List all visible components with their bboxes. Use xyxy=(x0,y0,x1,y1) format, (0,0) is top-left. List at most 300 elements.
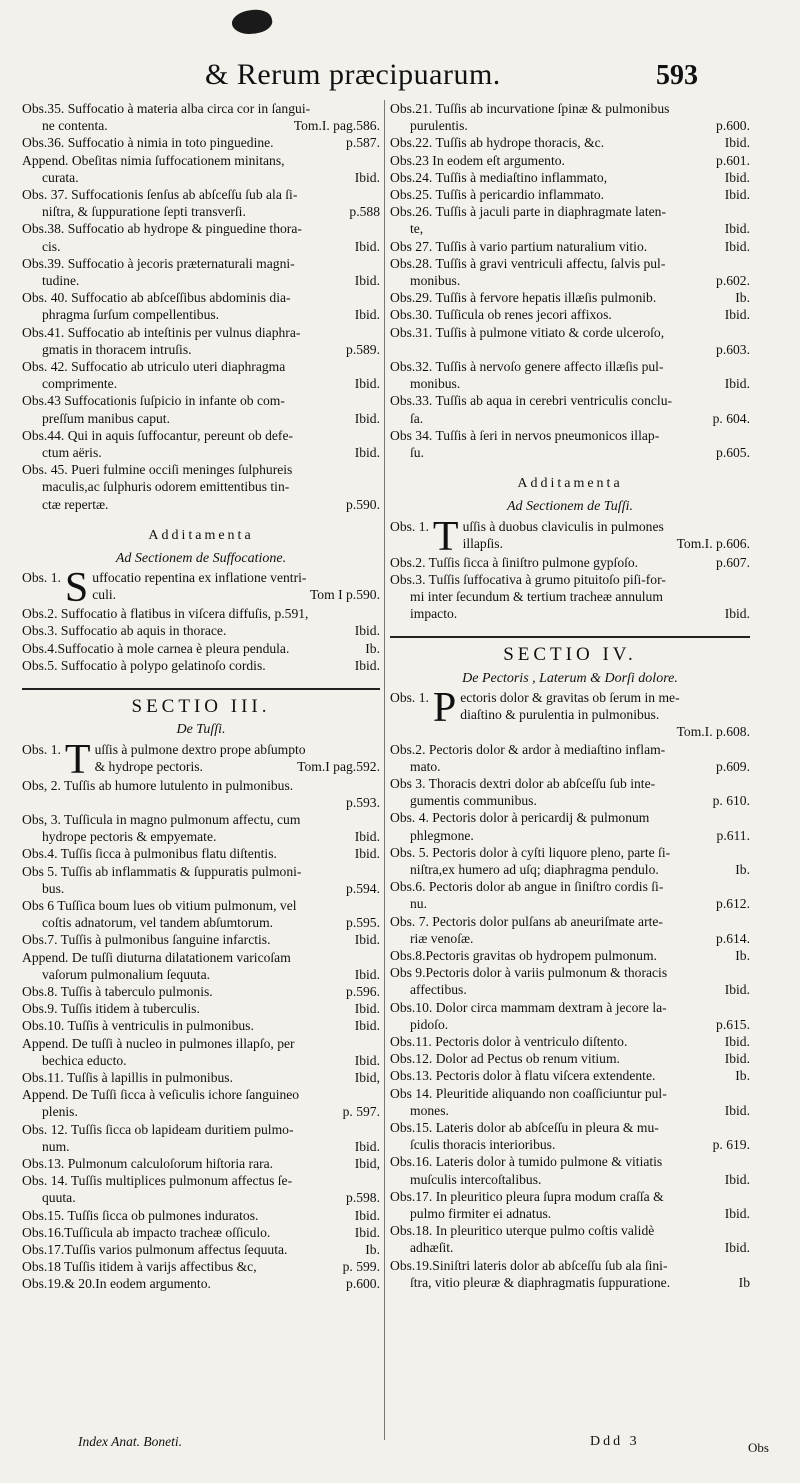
page-reference: p.598. xyxy=(346,1190,380,1206)
footer-signature-line: Index Anat. Boneti. xyxy=(78,1434,182,1449)
entry-text: Obs.2. Tuſſis ſicca à ſiniſtro pulmone gypſoſo. xyxy=(390,554,639,570)
entry-text: uſſis à pulmone dextro prope abſumpto xyxy=(94,741,306,757)
entry-line xyxy=(390,844,750,861)
page-reference: Ib. xyxy=(735,947,750,963)
section-rule xyxy=(22,688,380,690)
page-reference: Ibid. xyxy=(354,273,380,289)
entry-text: Obs.21. Tuſſis ab incurvatione ſpinæ & pulmonibus xyxy=(390,101,670,116)
index-entry xyxy=(22,605,380,622)
entry-text: purulentis. xyxy=(410,118,468,134)
entry-text: ctum aëris. xyxy=(42,445,102,461)
entry-text: Obs.16.Tuſſicula ab impacto tracheæ oſſiculo. xyxy=(22,1224,271,1240)
entry-text: nu. xyxy=(410,896,427,912)
entry-text: Obs.6. Pectoris dolor ab angue in ſiniſtro cordis ſi- xyxy=(390,879,664,895)
index-entry xyxy=(390,844,750,878)
entry-line xyxy=(390,392,750,409)
page-reference: Ibid. xyxy=(724,1205,750,1221)
entry-line xyxy=(390,861,750,878)
entry-line xyxy=(22,134,380,151)
entry-text: niſtra, & ſuppuratione ſepti transverſi. xyxy=(42,204,246,220)
page-reference: Ibid. xyxy=(354,1224,380,1240)
page-reference xyxy=(744,964,750,981)
entry-text: Obs.16. Lateris dolor à tumido pulmone & vitiatis xyxy=(390,1154,663,1170)
index-entry xyxy=(390,947,750,964)
drop-capital: T xyxy=(432,513,459,560)
entry-line xyxy=(390,152,750,169)
index-entry xyxy=(22,152,380,186)
page-reference xyxy=(374,186,380,203)
entry-line xyxy=(390,571,750,588)
index-entry xyxy=(390,203,750,237)
entry-line xyxy=(390,1274,750,1291)
entry-text: bechica educto. xyxy=(42,1052,127,1068)
index-entry xyxy=(22,1069,380,1086)
index-entry xyxy=(22,358,380,392)
page-reference xyxy=(374,100,380,117)
page-reference xyxy=(744,324,750,341)
entry-line xyxy=(22,777,380,794)
entry-line xyxy=(390,1171,750,1188)
entry-text: Obs.3. Suffocatio ab aquis in thorace. xyxy=(22,623,227,639)
index-entry xyxy=(22,949,380,983)
entry-text: ne contenta. xyxy=(42,118,108,134)
entry-line xyxy=(390,358,750,375)
page-reference: p.611. xyxy=(716,827,750,843)
index-entry-dropcap xyxy=(390,684,750,741)
entry-line xyxy=(390,605,750,622)
page-reference xyxy=(744,255,750,272)
entry-text: Obs 14. Pleuritide aliquando non coaſſiciuntur pul- xyxy=(390,1085,667,1101)
entry-line xyxy=(92,586,380,603)
page-reference xyxy=(374,605,380,622)
page-reference: Ib. xyxy=(365,1241,380,1257)
entry-line xyxy=(22,914,380,931)
index-entry-dropcap xyxy=(22,736,380,783)
index-entry xyxy=(390,913,750,947)
entry-text: impacto. xyxy=(410,606,458,622)
entry-text: Obs.17.Tuſſis varios pulmonum affectus ſequuta. xyxy=(22,1241,288,1257)
page-reference xyxy=(744,689,750,706)
page-reference xyxy=(374,478,380,495)
index-entry xyxy=(390,1067,750,1084)
page-reference: Ib. xyxy=(735,1068,750,1084)
page-reference: p. 599. xyxy=(342,1259,380,1275)
page-reference: Ibid. xyxy=(354,1052,380,1068)
entry-text: diaſtino & purulentia in pulmonibus. xyxy=(460,707,660,723)
entry-line xyxy=(22,478,380,495)
index-entry xyxy=(22,622,380,639)
entry-text: plenis. xyxy=(42,1104,78,1120)
entry-line xyxy=(22,1086,380,1103)
entry-text: maculis,ac ſulphuris odorem emittentibus tin- xyxy=(42,479,290,495)
index-entry xyxy=(22,657,380,674)
page-reference xyxy=(374,152,380,169)
entry-text: Obs.36. Suffocatio à nimia in toto pinguedine. xyxy=(22,135,274,151)
additamenta-subheading: Ad Sectionem de Tuſſi. xyxy=(507,499,633,515)
index-entry xyxy=(390,1188,750,1222)
column-divider xyxy=(384,100,385,1440)
index-entry xyxy=(390,238,750,255)
entry-line xyxy=(390,306,750,323)
index-entry xyxy=(390,169,750,186)
page-reference xyxy=(744,844,750,861)
index-entry xyxy=(390,392,750,426)
page-reference: Ibid. xyxy=(354,410,380,426)
entry-text: Obs.25. Tuſſis à pericardio inflammato. xyxy=(390,187,605,203)
obs-number: Obs. 1. xyxy=(390,518,429,534)
entry-line xyxy=(22,255,380,272)
entry-line xyxy=(390,792,750,809)
entry-text: Obs.39. Suffocatio à jecoris præternaturali magni- xyxy=(22,255,295,271)
page-reference: p.615. xyxy=(716,1016,750,1032)
page-reference: Ibid. xyxy=(724,1102,750,1118)
entry-line xyxy=(22,1017,380,1034)
page-reference: p.602. xyxy=(716,273,750,289)
entry-text: Obs. 12. Tuſſis ſicca ob lapideam duritiem pulmo- xyxy=(22,1121,294,1137)
entry-text: Obs.15. Lateris dolor ab abſceſſu in pleura & mu- xyxy=(390,1119,659,1135)
entry-line xyxy=(22,605,380,622)
page-reference: Ibid. xyxy=(354,846,380,862)
index-entry xyxy=(22,1258,380,1275)
entry-text: hydrope pectoris & empyemate. xyxy=(42,829,217,845)
entry-text: Obs, 2. Tuſſis ab humore lutulento in pulmonibus. xyxy=(22,777,294,793)
page-reference: p.600. xyxy=(346,1276,380,1292)
entry-text: Obs.11. Tuſſis à lapillis in pulmonibus. xyxy=(22,1069,233,1085)
entry-text: Obs.10. Dolor circa mammam dextram à jecore la- xyxy=(390,999,667,1015)
page-reference xyxy=(374,811,380,828)
page-reference xyxy=(744,913,750,930)
index-entry xyxy=(22,1275,380,1292)
entry-text: Obs. 14. Tuſſis multiplices pulmonum affectus ſe- xyxy=(22,1173,293,1189)
entry-text: illapſis. xyxy=(462,535,503,551)
entry-line xyxy=(22,100,380,117)
page-reference xyxy=(374,1121,380,1138)
entry-text: bus. xyxy=(42,880,65,896)
catchword: Obs xyxy=(748,1440,769,1455)
additamenta-heading: Additamenta xyxy=(517,476,623,492)
entry-line xyxy=(460,723,750,740)
index-entry xyxy=(390,358,750,392)
entry-line xyxy=(22,169,380,186)
entry-text: phragma ſurſum compellentibus. xyxy=(42,307,220,323)
entry-text: Obs.24. Tuſſis à mediaſtino inflammato, xyxy=(390,169,608,185)
entry-text: muſculis intercoſtalibus. xyxy=(410,1171,542,1187)
entry-text: Obs.13. Pectoris dolor à flatu viſcera extendente. xyxy=(390,1068,656,1084)
section-subheading: De Pectoris , Laterum & Dorſi dolore. xyxy=(462,670,678,686)
page-reference xyxy=(744,775,750,792)
entry-text: Obs.3. Tuſſis ſuffocativa à grumo pituitoſo piſi-for- xyxy=(390,571,666,587)
entry-line xyxy=(390,554,750,571)
page-reference xyxy=(374,777,380,794)
entry-text: gmatis in thoracem intruſis. xyxy=(42,341,192,357)
ink-blot xyxy=(230,6,274,38)
entry-text: Obs 27. Tuſſis à vario partium naturalium vitio. xyxy=(390,238,648,254)
entry-text: Obs.41. Suffocatio ab inteſtinis per vulnus diaphra- xyxy=(22,324,301,340)
entry-line xyxy=(390,341,750,358)
entry-text: Obs, 3. Tuſſicula in magno pulmonum affectu, cum xyxy=(22,811,301,827)
entry-line xyxy=(463,535,750,552)
entry-text: Obs. 40. Suffocatio ab abſceſſibus abdominis dia- xyxy=(22,290,291,306)
page-reference xyxy=(744,1257,750,1274)
entry-line xyxy=(22,897,380,914)
page-reference xyxy=(374,897,380,914)
entry-line xyxy=(390,1102,750,1119)
page-reference xyxy=(374,1086,380,1103)
page-reference: Ibid. xyxy=(354,238,380,254)
page-reference: Tom.I. pag.586. xyxy=(293,118,380,134)
index-entry xyxy=(22,1155,380,1172)
entry-text: Obs.13. Pulmonum calculoſorum hiſtoria rara. xyxy=(22,1155,274,1171)
entry-text: Append. Obeſitas nimia ſuffocationem minitans, xyxy=(22,152,285,168)
entry-text: Obs.10. Tuſſis à ventriculis in pulmonibus. xyxy=(22,1018,254,1034)
index-entry xyxy=(22,324,380,358)
entry-text: ctæ repertæ. xyxy=(42,496,109,512)
page-reference: Ibid. xyxy=(354,445,380,461)
entry-text: Obs.22. Tuſſis ab hydrope thoracis, &c. xyxy=(390,135,605,151)
entry-text: uffocatio repentina ex inflatione ventri- xyxy=(92,570,307,586)
page-reference: Ibid. xyxy=(724,1033,750,1049)
entry-line xyxy=(22,220,380,237)
section-heading: SECTIO IV. xyxy=(503,644,637,666)
index-entry xyxy=(22,186,380,220)
entry-text: culi. xyxy=(92,587,117,603)
page-reference: Ibid. xyxy=(724,238,750,254)
entry-line xyxy=(22,1000,380,1017)
entry-text: gumentis communibus. xyxy=(410,793,537,809)
page-reference: Ibid. xyxy=(354,829,380,845)
index-entries-suffocatio xyxy=(22,100,380,513)
page-reference: p. 604. xyxy=(712,410,750,426)
entry-text: quuta. xyxy=(42,1190,76,1206)
entry-line xyxy=(22,657,380,674)
index-entry-first xyxy=(22,736,380,783)
index-entry xyxy=(22,220,380,254)
page-reference: Tom I p.590. xyxy=(309,587,380,603)
entry-text: ſculis thoracis interioribus. xyxy=(410,1137,556,1153)
additamenta-heading: Additamenta xyxy=(148,527,254,543)
page-reference: p. 610. xyxy=(712,793,750,809)
entry-line xyxy=(22,828,380,845)
page-reference: Ibid. xyxy=(724,221,750,237)
entry-line xyxy=(390,238,750,255)
index-entry xyxy=(22,1241,380,1258)
entry-line xyxy=(22,375,380,392)
page-reference xyxy=(744,518,750,535)
entry-text: Obs 34. Tuſſis à ſeri in nervos pneumonicos illap- xyxy=(390,427,660,443)
drop-capital: P xyxy=(432,684,457,731)
entry-line xyxy=(22,1258,380,1275)
index-entry xyxy=(22,134,380,151)
page-reference: Tom.I. p.606. xyxy=(676,535,750,551)
entry-text: Obs.15. Tuſſis ſicca ob pulmones induratos. xyxy=(22,1207,259,1223)
page-reference: Ibid. xyxy=(354,307,380,323)
index-entry xyxy=(22,255,380,289)
obs-number: Obs. 1. xyxy=(390,689,429,705)
page-reference xyxy=(374,358,380,375)
page-reference: Ibid, xyxy=(354,1155,380,1171)
page-reference xyxy=(374,569,380,586)
page-reference: Ibid. xyxy=(354,966,380,982)
entry-line xyxy=(22,1138,380,1155)
page-reference xyxy=(374,1172,380,1189)
index-entry xyxy=(390,1050,750,1067)
page-reference xyxy=(374,863,380,880)
index-entry xyxy=(390,1222,750,1256)
entry-line xyxy=(22,1035,380,1052)
index-entry xyxy=(22,777,380,811)
entry-text: mato. xyxy=(410,758,441,774)
entry-line xyxy=(22,880,380,897)
entry-line xyxy=(390,1222,750,1239)
index-entry xyxy=(22,427,380,461)
entry-line xyxy=(22,324,380,341)
entry-text: tudine. xyxy=(42,273,80,289)
entry-text: Obs.26. Tuſſis à jaculi parte in diaphragmate laten- xyxy=(390,204,666,220)
entry-text: Obs.23 In eodem eſt argumento. xyxy=(390,152,565,168)
entry-line xyxy=(390,1033,750,1050)
index-entry xyxy=(22,863,380,897)
entry-text: Obs.9. Tuſſis itidem à tuberculis. xyxy=(22,1001,200,1017)
entry-line xyxy=(390,117,750,134)
entry-line xyxy=(390,930,750,947)
page-reference: Ib. xyxy=(735,861,750,877)
entry-line xyxy=(22,392,380,409)
entry-text: Obs.7. Tuſſis à pulmonibus ſanguine infarctis. xyxy=(22,932,271,948)
page-reference: p.596. xyxy=(346,983,380,999)
entry-line xyxy=(390,947,750,964)
entry-text: Obs 3. Thoracis dextri dolor ab abſceſſu ſub inte- xyxy=(390,775,656,791)
entry-text: Obs.44. Qui in aquis ſuffocantur, pereunt ob defe- xyxy=(22,427,294,443)
page-reference xyxy=(744,706,750,723)
entry-text: ectoris dolor & gravitas ob ſerum in me- xyxy=(460,689,680,705)
entry-line xyxy=(22,845,380,862)
page-reference: Ibid. xyxy=(354,1001,380,1017)
entry-line xyxy=(390,1257,750,1274)
index-entry xyxy=(390,324,750,358)
entry-text: Append. De tuſſi diuturna dilatationem varicoſam xyxy=(22,949,291,965)
entry-line xyxy=(22,341,380,358)
entry-line xyxy=(390,186,750,203)
page-reference: Ibid. xyxy=(724,606,750,622)
entry-text: curata. xyxy=(42,169,79,185)
left-column xyxy=(22,100,380,1293)
page-reference: p.607. xyxy=(716,554,750,570)
index-entry xyxy=(22,897,380,931)
entry-line xyxy=(22,811,380,828)
entry-line xyxy=(390,100,750,117)
entry-line xyxy=(390,999,750,1016)
page-reference: Ibid. xyxy=(724,169,750,185)
entry-line xyxy=(390,981,750,998)
entry-text: Obs.4.Suffocatio à mole carnea è pleura pendula. xyxy=(22,640,290,656)
entry-text: comprimente. xyxy=(42,376,118,392)
page-reference: Ibid. xyxy=(354,657,380,673)
entry-line xyxy=(390,375,750,392)
page-reference xyxy=(374,949,380,966)
drop-capital: T xyxy=(64,736,91,783)
page-reference: Ibid. xyxy=(724,1051,750,1067)
index-entry xyxy=(390,1119,750,1153)
entry-line xyxy=(22,1275,380,1292)
page-number: 593 xyxy=(656,60,698,91)
page-reference xyxy=(374,289,380,306)
entry-line xyxy=(22,410,380,427)
index-entry xyxy=(390,1153,750,1187)
index-entry xyxy=(390,999,750,1033)
entry-line xyxy=(463,518,750,535)
entry-text: pulmo firmiter ei adnatus. xyxy=(410,1205,552,1221)
page-reference xyxy=(744,392,750,409)
entry-line xyxy=(22,306,380,323)
entry-text: Append. De Tuſſi ſicca à veſiculis ichore ſanguineo xyxy=(22,1087,300,1103)
entry-text: Obs.38. Suffocatio ab hydrope & pinguedine thora- xyxy=(22,221,302,237)
index-entries-additamenta xyxy=(390,554,750,623)
page-reference xyxy=(744,1188,750,1205)
index-entry xyxy=(390,427,750,461)
index-entry xyxy=(22,845,380,862)
entry-text: Obs 9.Pectoris dolor à variis pulmonum & thoracis xyxy=(390,965,668,981)
entry-line xyxy=(390,1205,750,1222)
index-entry xyxy=(22,392,380,426)
entry-text: Obs.4. Tuſſis ſicca à pulmonibus flatu diſtentis. xyxy=(22,846,277,862)
page-reference xyxy=(744,1222,750,1239)
index-entry xyxy=(390,306,750,323)
entry-text: Obs. 4. Pectoris dolor à pericardij & pulmonum xyxy=(390,810,650,826)
page-reference: p. 597. xyxy=(342,1104,380,1120)
entry-line xyxy=(390,410,750,427)
entry-text: affectibus. xyxy=(410,982,467,998)
page-reference xyxy=(744,588,750,605)
entry-text: adhæſit. xyxy=(410,1240,454,1256)
entry-text: Obs.18. In pleuritico uterque pulmo coſtis validè xyxy=(390,1223,655,1239)
entry-line xyxy=(390,741,750,758)
index-entry xyxy=(22,1121,380,1155)
page-reference: Ibid. xyxy=(724,135,750,151)
entry-text: Obs 5. Tuſſis ab inflammatis & ſuppuratis pulmoni- xyxy=(22,863,302,879)
index-entry xyxy=(390,571,750,623)
index-entry xyxy=(390,152,750,169)
entry-line xyxy=(22,444,380,461)
page-reference: Ibid. xyxy=(354,376,380,392)
entry-text: Obs.19.Siniſtri lateris dolor ab abſceſſu ſub ala ſini- xyxy=(390,1257,668,1273)
entry-line xyxy=(22,1207,380,1224)
index-entry-first xyxy=(390,513,750,560)
entry-text: Obs.18 Tuſſis itidem à varijs affectibus &c, xyxy=(22,1259,257,1275)
page-reference xyxy=(744,741,750,758)
page-reference: p.600. xyxy=(716,118,750,134)
entry-line xyxy=(390,758,750,775)
entry-line xyxy=(22,427,380,444)
page-reference: p.603. xyxy=(716,341,750,357)
page-reference: p.589. xyxy=(346,341,380,357)
entry-line xyxy=(22,358,380,375)
entry-line xyxy=(95,758,380,775)
index-entry xyxy=(22,1172,380,1206)
index-entry xyxy=(22,1224,380,1241)
index-entry-dropcap xyxy=(390,513,750,560)
index-entries-additamenta xyxy=(22,605,380,674)
entry-line xyxy=(22,1069,380,1086)
page-header xyxy=(0,58,800,98)
entry-line xyxy=(390,964,750,981)
entry-line xyxy=(22,272,380,289)
entry-line xyxy=(95,741,380,758)
entry-text: preſſum manibus caput. xyxy=(42,410,170,426)
entry-line xyxy=(92,569,380,586)
entry-text: Obs.19.& 20.In eodem argumento. xyxy=(22,1276,211,1292)
index-entry xyxy=(390,1257,750,1291)
index-entry xyxy=(22,1000,380,1017)
